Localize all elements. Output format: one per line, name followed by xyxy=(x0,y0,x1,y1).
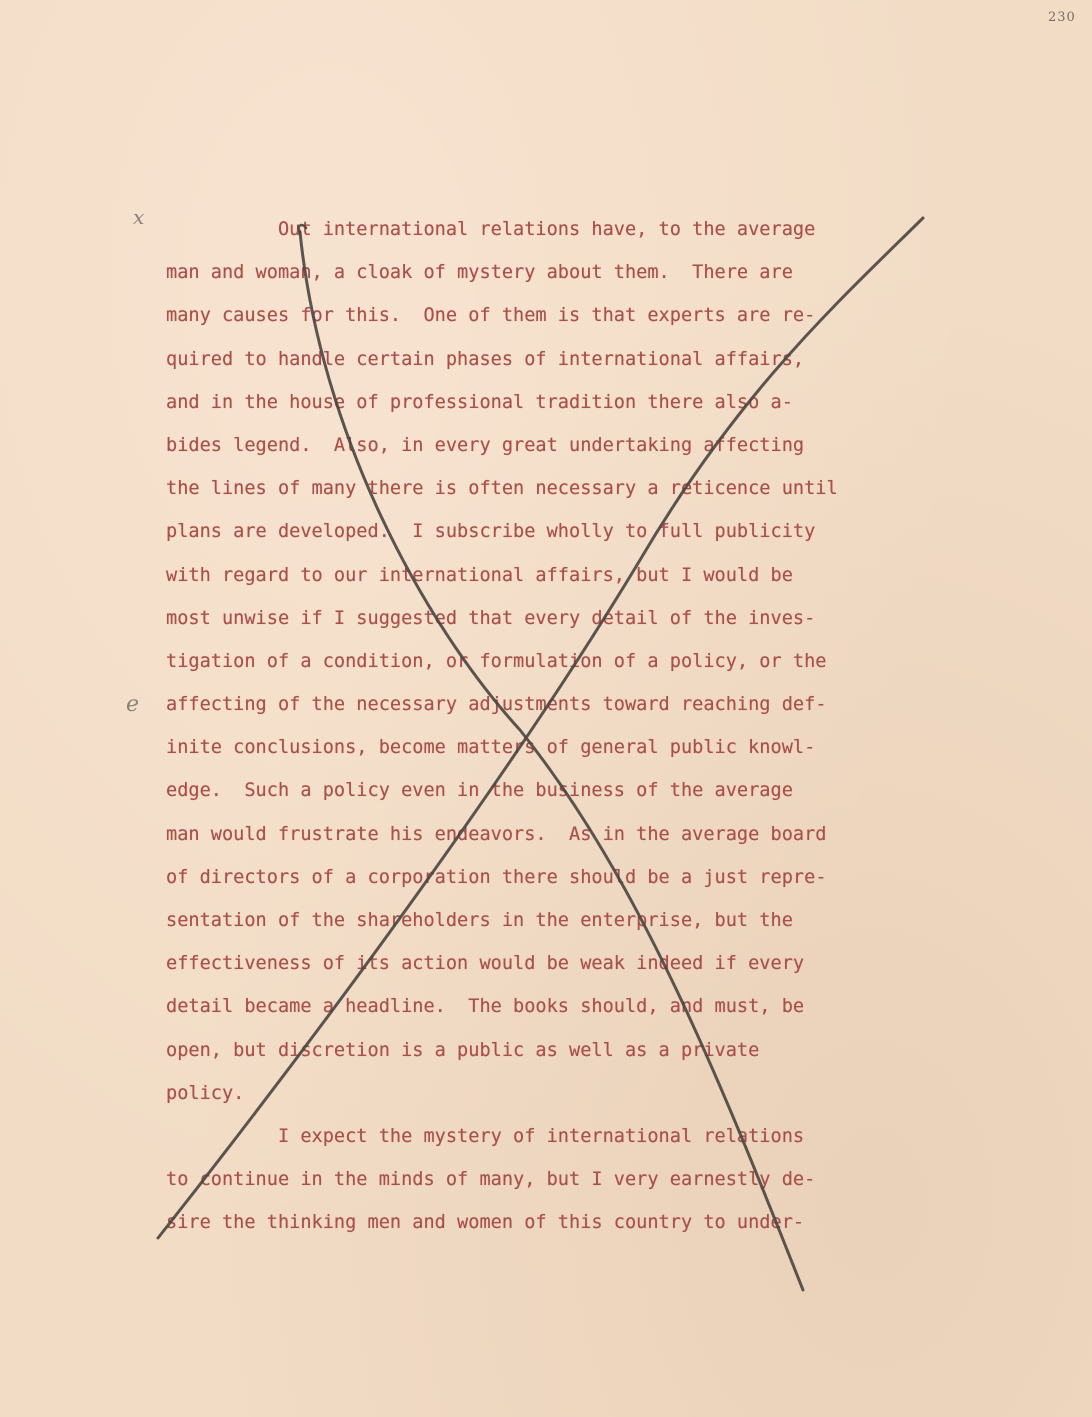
text-line: tigation of a condition, or formulation of a policy, or the xyxy=(166,650,827,672)
text-line: to continue in the minds of many, but I very earnestly de- xyxy=(166,1169,816,1191)
text-line: most unwise if I suggested that every detail of the inves- xyxy=(166,607,816,629)
text-line: Out international relations have, to the average xyxy=(166,219,816,240)
margin-mark-middle: e xyxy=(126,692,140,717)
text-line: of directors of a corporation there should be a just repre- xyxy=(166,866,827,888)
text-line: man would frustrate his endeavors. As in the average board xyxy=(166,823,827,845)
text-line: affecting of the necessary adjustments toward reaching def- xyxy=(166,694,827,716)
pencil-stroke-rising xyxy=(158,218,923,1238)
text-line: plans are developed. I subscribe wholly to full publicity xyxy=(166,521,816,543)
text-line: bides legend. Also, in every great undertaking affecting xyxy=(166,434,805,456)
pencil-stroke-hook xyxy=(299,225,306,232)
text-line: detail became a headline. The books should, and must, be xyxy=(166,996,805,1018)
text-line: with regard to our international affairs, but I would be xyxy=(166,564,793,586)
text-line: edge. Such a policy even in the business of the average xyxy=(166,780,793,802)
margin-mark-top: x xyxy=(133,205,145,229)
pencil-stroke-falling xyxy=(300,232,803,1290)
text-line: man and woman, a cloak of mystery about them. There are xyxy=(166,262,793,284)
text-line: the lines of many there is often necessary a reticence until xyxy=(166,478,838,500)
text-line: many causes for this. One of them is that experts are re- xyxy=(166,305,816,327)
text-line: and in the house of professional tradition there also a- xyxy=(166,391,793,413)
text-line: I expect the mystery of international relations xyxy=(166,1125,805,1147)
page-number: 230 xyxy=(1048,10,1076,25)
text-line: open, but discretion is a public as well as a private xyxy=(166,1039,760,1061)
text-line: sire the thinking men and women of this country to under- xyxy=(166,1212,805,1234)
text-line: inite conclusions, become matters of general public knowl- xyxy=(166,737,816,759)
text-line: effectiveness of its action would be weak indeed if every xyxy=(166,953,805,975)
text-line: sentation of the shareholders in the enterprise, but the xyxy=(166,910,793,931)
text-line: policy. xyxy=(166,1082,245,1104)
text-line: quired to handle certain phases of international affairs, xyxy=(166,348,805,370)
